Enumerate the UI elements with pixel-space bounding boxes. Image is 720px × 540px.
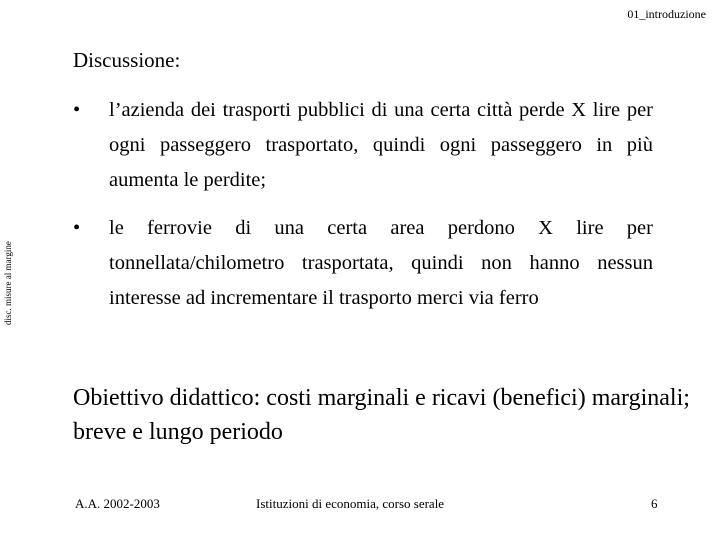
footer-course-title: Istituzioni di economia, corso serale (256, 496, 445, 511)
bullet-marker-icon: • (73, 217, 81, 239)
bullet-item (73, 211, 653, 316)
bullet-text: le ferrovie di una certa area perdono X lire per tonnellata/chilometro trasportata, quindi non hanno nessun interesse ad incrementare il trasporto merci via ferro (109, 217, 653, 309)
bullet-marker-icon: • (73, 99, 81, 121)
footer-page-number: 6 (651, 496, 658, 511)
footer-academic-year: A.A. 2002-2003 (75, 496, 160, 511)
vertical-side-label: disc. misure al margine (3, 241, 13, 325)
bullet-text: l’azienda dei trasporti pubblici di una certa città perde X lire per ogni passeggero trasportato, quindi ogni passeggero in più aumenta le perdite; (109, 99, 653, 191)
slide-section-tag: 01_introduzione (627, 7, 706, 21)
bullet-item (73, 93, 653, 198)
learning-objective: Obiettivo didattico: costi marginali e ricavi (benefici) marginali; breve e lungo periodo (73, 385, 690, 445)
section-title: Discussione: (73, 48, 181, 72)
discussion-bullet-list (73, 93, 653, 329)
